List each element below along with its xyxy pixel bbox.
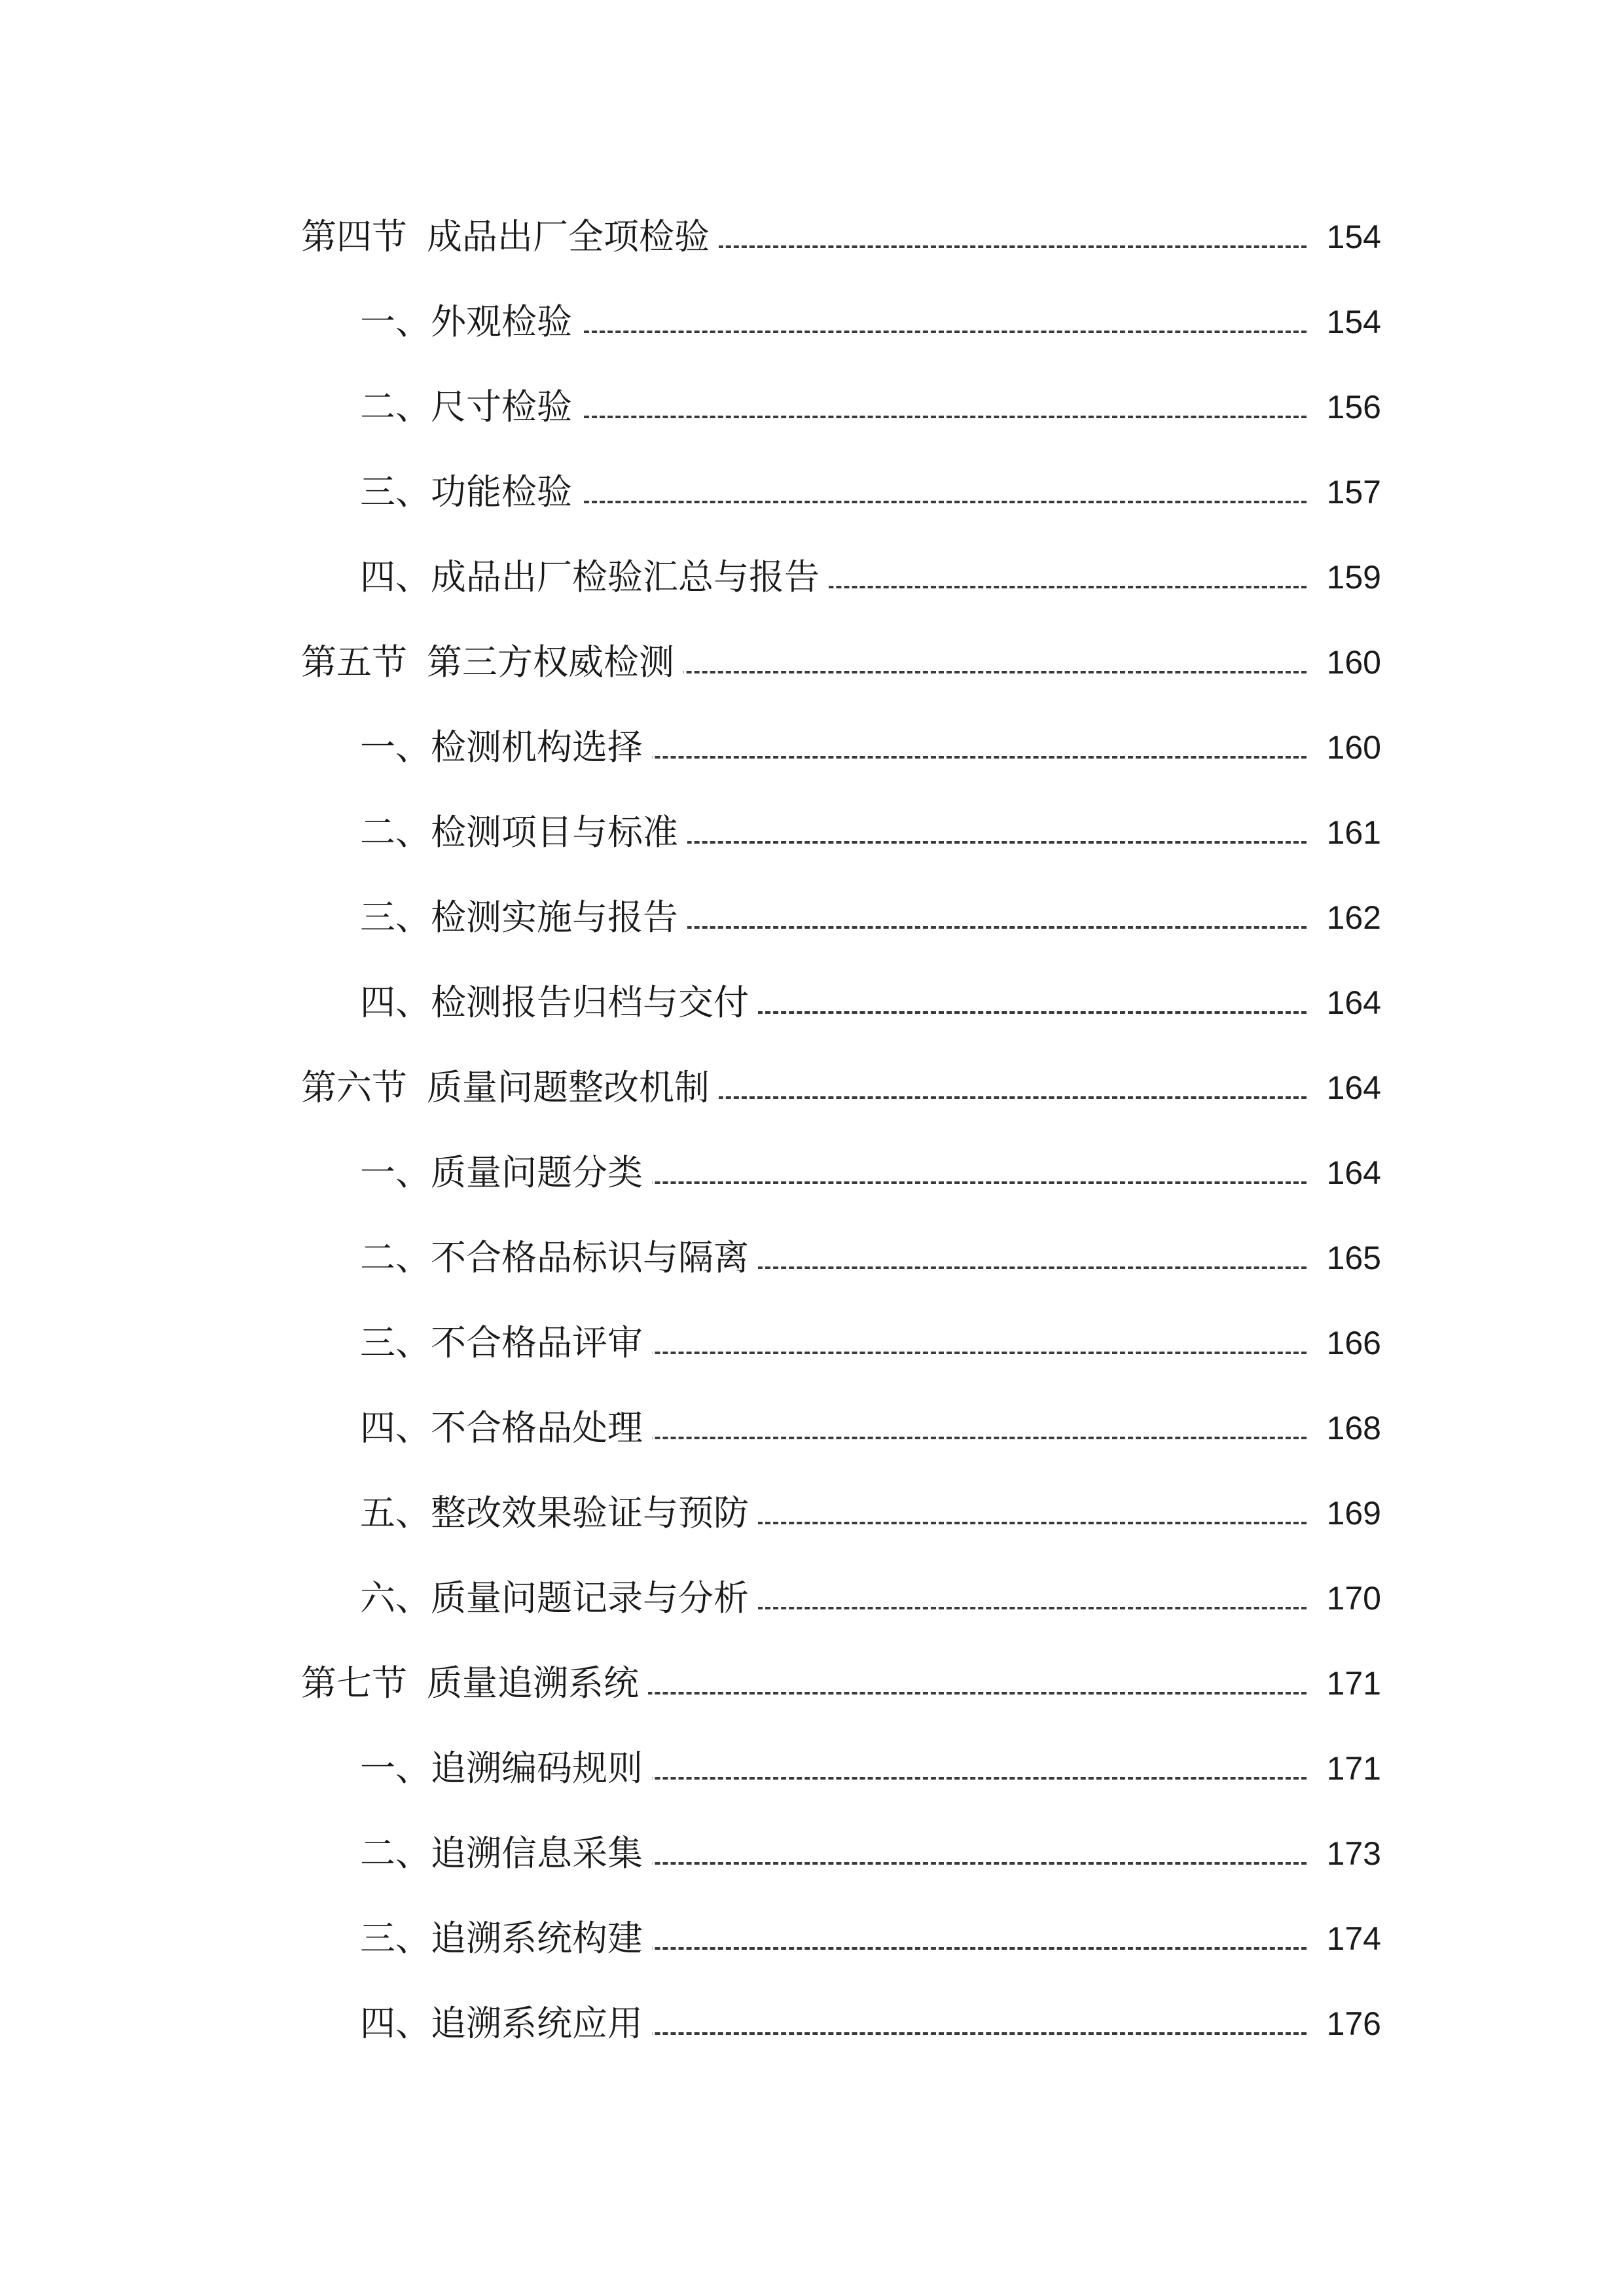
item-title: 二、尺寸检验 — [360, 378, 581, 437]
dot-leader — [576, 1947, 1307, 1950]
section-title: 质量追溯系统 — [427, 1662, 639, 1704]
toc-item-row[interactable] — [0, 1739, 1624, 1824]
toc-item-row[interactable] — [0, 1909, 1624, 1994]
page-number: 160 — [1309, 718, 1381, 777]
toc-item-row[interactable] — [0, 378, 1624, 463]
page-number: 166 — [1309, 1314, 1381, 1372]
page-number: 156 — [1309, 378, 1381, 437]
section-title: 质量问题整改机制 — [427, 1067, 710, 1108]
item-title: 三、检测实施与报告 — [360, 888, 687, 947]
toc-section-row[interactable] — [0, 1058, 1624, 1143]
item-title: 一、质量问题分类 — [360, 1143, 652, 1202]
item-title: 一、追溯编码规则 — [360, 1739, 652, 1798]
toc-item-row[interactable] — [0, 803, 1624, 888]
dot-leader — [576, 1437, 1307, 1439]
dot-leader — [576, 501, 1307, 503]
toc-section-row[interactable] — [0, 1654, 1624, 1739]
page-number: 170 — [1309, 1569, 1381, 1628]
page-number: 174 — [1309, 1909, 1381, 1968]
dot-leader — [576, 1862, 1307, 1865]
section-title: 第三方权威检测 — [427, 641, 674, 683]
toc-item-row[interactable] — [0, 1314, 1624, 1399]
item-title: 二、检测项目与标准 — [360, 803, 687, 862]
item-title: 六、质量问题记录与分析 — [360, 1569, 758, 1628]
page-number: 160 — [1309, 633, 1381, 692]
toc-item-row[interactable] — [0, 463, 1624, 548]
page-number: 165 — [1309, 1229, 1381, 1287]
toc-entry-label — [301, 633, 683, 692]
table-of-contents — [0, 207, 1624, 2079]
dot-leader — [576, 416, 1307, 418]
dot-leader — [576, 1777, 1307, 1780]
dot-leader — [576, 1352, 1307, 1354]
page-number: 176 — [1309, 1994, 1381, 2053]
section-number: 第四节 — [301, 216, 407, 257]
toc-item-row[interactable] — [0, 1994, 1624, 2079]
toc-item-row[interactable] — [0, 1569, 1624, 1654]
dot-leader — [576, 2032, 1307, 2035]
toc-section-row[interactable] — [0, 207, 1624, 293]
item-title: 四、检测报告归档与交付 — [360, 973, 758, 1032]
toc-item-row[interactable] — [0, 548, 1624, 633]
page-number: 164 — [1309, 973, 1381, 1032]
item-title: 二、追溯信息采集 — [360, 1824, 652, 1883]
item-title: 四、追溯系统应用 — [360, 1994, 652, 2053]
page-number: 154 — [1309, 293, 1381, 351]
toc-item-row[interactable] — [0, 1484, 1624, 1569]
toc-item-row[interactable] — [0, 718, 1624, 803]
page-number: 171 — [1309, 1739, 1381, 1798]
dot-leader — [576, 756, 1307, 759]
section-number: 第五节 — [301, 641, 407, 683]
toc-entry-label — [301, 1654, 648, 1713]
item-title: 三、不合格品评审 — [360, 1314, 652, 1372]
page-number: 164 — [1309, 1143, 1381, 1202]
item-title: 二、不合格品标识与隔离 — [360, 1229, 758, 1287]
toc-entry-label — [301, 207, 719, 266]
item-title: 一、外观检验 — [360, 293, 581, 351]
dot-leader — [576, 671, 1307, 673]
page-number: 162 — [1309, 888, 1381, 947]
item-title: 一、检测机构选择 — [360, 718, 652, 777]
toc-item-row[interactable] — [0, 1143, 1624, 1229]
dot-leader — [576, 331, 1307, 333]
dot-leader — [576, 1692, 1307, 1695]
page-number: 169 — [1309, 1484, 1381, 1543]
item-title: 三、功能检验 — [360, 463, 581, 522]
item-title: 四、成品出厂检验汇总与报告 — [360, 548, 829, 607]
dot-leader — [576, 1181, 1307, 1184]
item-title: 四、不合格品处理 — [360, 1399, 652, 1458]
section-number: 第七节 — [301, 1662, 407, 1704]
page-number: 161 — [1309, 803, 1381, 862]
toc-item-row[interactable] — [0, 1824, 1624, 1909]
item-title: 五、整改效果验证与预防 — [360, 1484, 758, 1543]
page-number: 164 — [1309, 1058, 1381, 1117]
toc-entry-label — [301, 1058, 719, 1117]
toc-item-row[interactable] — [0, 1399, 1624, 1484]
item-title: 三、追溯系统构建 — [360, 1909, 652, 1968]
toc-item-row[interactable] — [0, 1229, 1624, 1314]
page-number: 173 — [1309, 1824, 1381, 1883]
toc-item-row[interactable] — [0, 973, 1624, 1058]
page-number: 157 — [1309, 463, 1381, 522]
toc-item-row[interactable] — [0, 293, 1624, 378]
page-number: 154 — [1309, 207, 1381, 266]
toc-item-row[interactable] — [0, 888, 1624, 973]
page-number: 171 — [1309, 1654, 1381, 1713]
page-number: 168 — [1309, 1399, 1381, 1458]
toc-section-row[interactable] — [0, 633, 1624, 718]
page-number: 159 — [1309, 548, 1381, 607]
section-title: 成品出厂全项检验 — [427, 216, 710, 257]
section-number: 第六节 — [301, 1067, 407, 1108]
